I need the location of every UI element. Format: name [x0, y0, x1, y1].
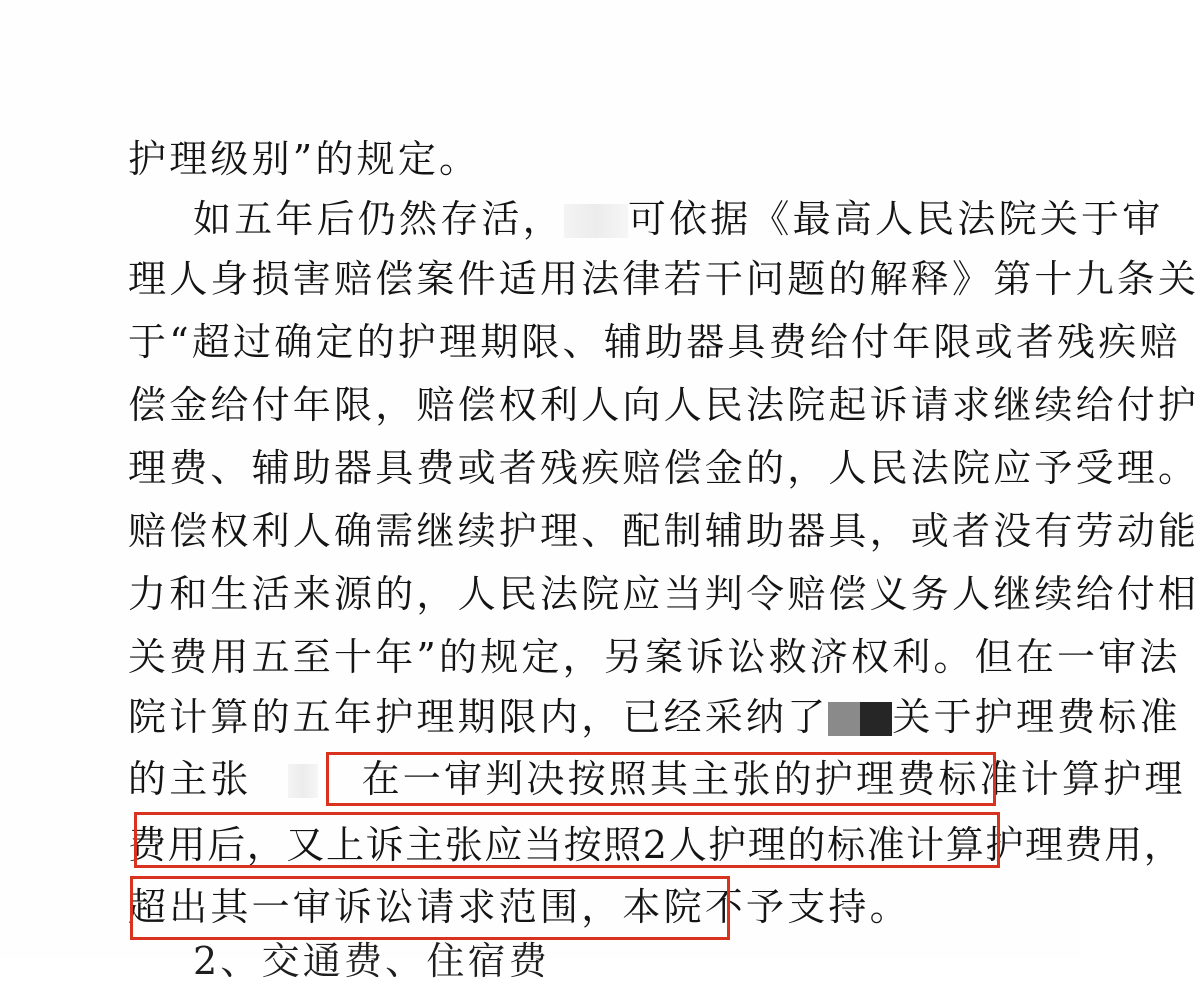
redaction-blur [288, 764, 318, 798]
text-line-5 [128, 382, 1199, 428]
text-line-7 [128, 508, 1199, 554]
highlight-box-1 [326, 752, 996, 806]
text-line-6 [128, 445, 1199, 491]
line-prefix: 院计算的五年护理期限内，已经采纳了 [128, 695, 829, 739]
line-text: 在一审判决按照其主张的护理费标准计算护理 [361, 757, 1186, 801]
highlight-box-3 [130, 876, 730, 940]
text-line-1 [128, 136, 480, 182]
line-text: 偿金给付年限，赔偿权利人向人民法院起诉请求继续给付护 [128, 383, 1199, 427]
text-line-9 [128, 634, 1181, 680]
redaction-gray [828, 702, 860, 736]
text-line-2 [193, 196, 1163, 242]
line-text: 可依据《最高人民法院关于审 [627, 197, 1164, 241]
line-text: 费用后，又上诉主张应当按照2人护理的标准计算护理费用， [128, 823, 1184, 867]
line-text: 关于护理费标准 [892, 695, 1181, 739]
highlight-box-2 [134, 812, 1000, 868]
line-text: 理人身损害赔偿案件适用法律若干问题的解释》第十九条关 [128, 257, 1199, 301]
line-text: 护理级别”的规定。 [128, 137, 481, 181]
line-text: 力和生活来源的，人民法院应当判令赔偿义务人继续给付相 [128, 572, 1199, 616]
text-line-4 [128, 319, 1181, 365]
text-line-14-cut [193, 938, 550, 984]
line-text: 理费、辅助器具费或者残疾赔偿金的，人民法院应予受理。 [128, 446, 1199, 490]
redaction-dark [860, 702, 892, 736]
text-line-8 [128, 571, 1199, 617]
line-text: 2、交通费、住宿费 [193, 939, 550, 983]
line-prefix: 如五年后仍然存活， [193, 197, 564, 241]
line-text: 赔偿权利人确需继续护理、配制辅助器具，或者没有劳动能 [128, 509, 1199, 553]
text-line-10 [128, 694, 1181, 740]
line-text: 关费用五至十年”的规定，另案诉讼救济权利。但在一审法 [128, 635, 1181, 679]
redaction-blur [564, 204, 628, 238]
line-text: 于“超过确定的护理期限、辅助器具费给付年限或者残疾赔 [128, 320, 1181, 364]
line-text: 超出其一审诉讼请求范围，本院不予支持。 [128, 885, 911, 929]
line-prefix: 的主张 [128, 757, 252, 801]
text-line-3 [128, 256, 1199, 302]
